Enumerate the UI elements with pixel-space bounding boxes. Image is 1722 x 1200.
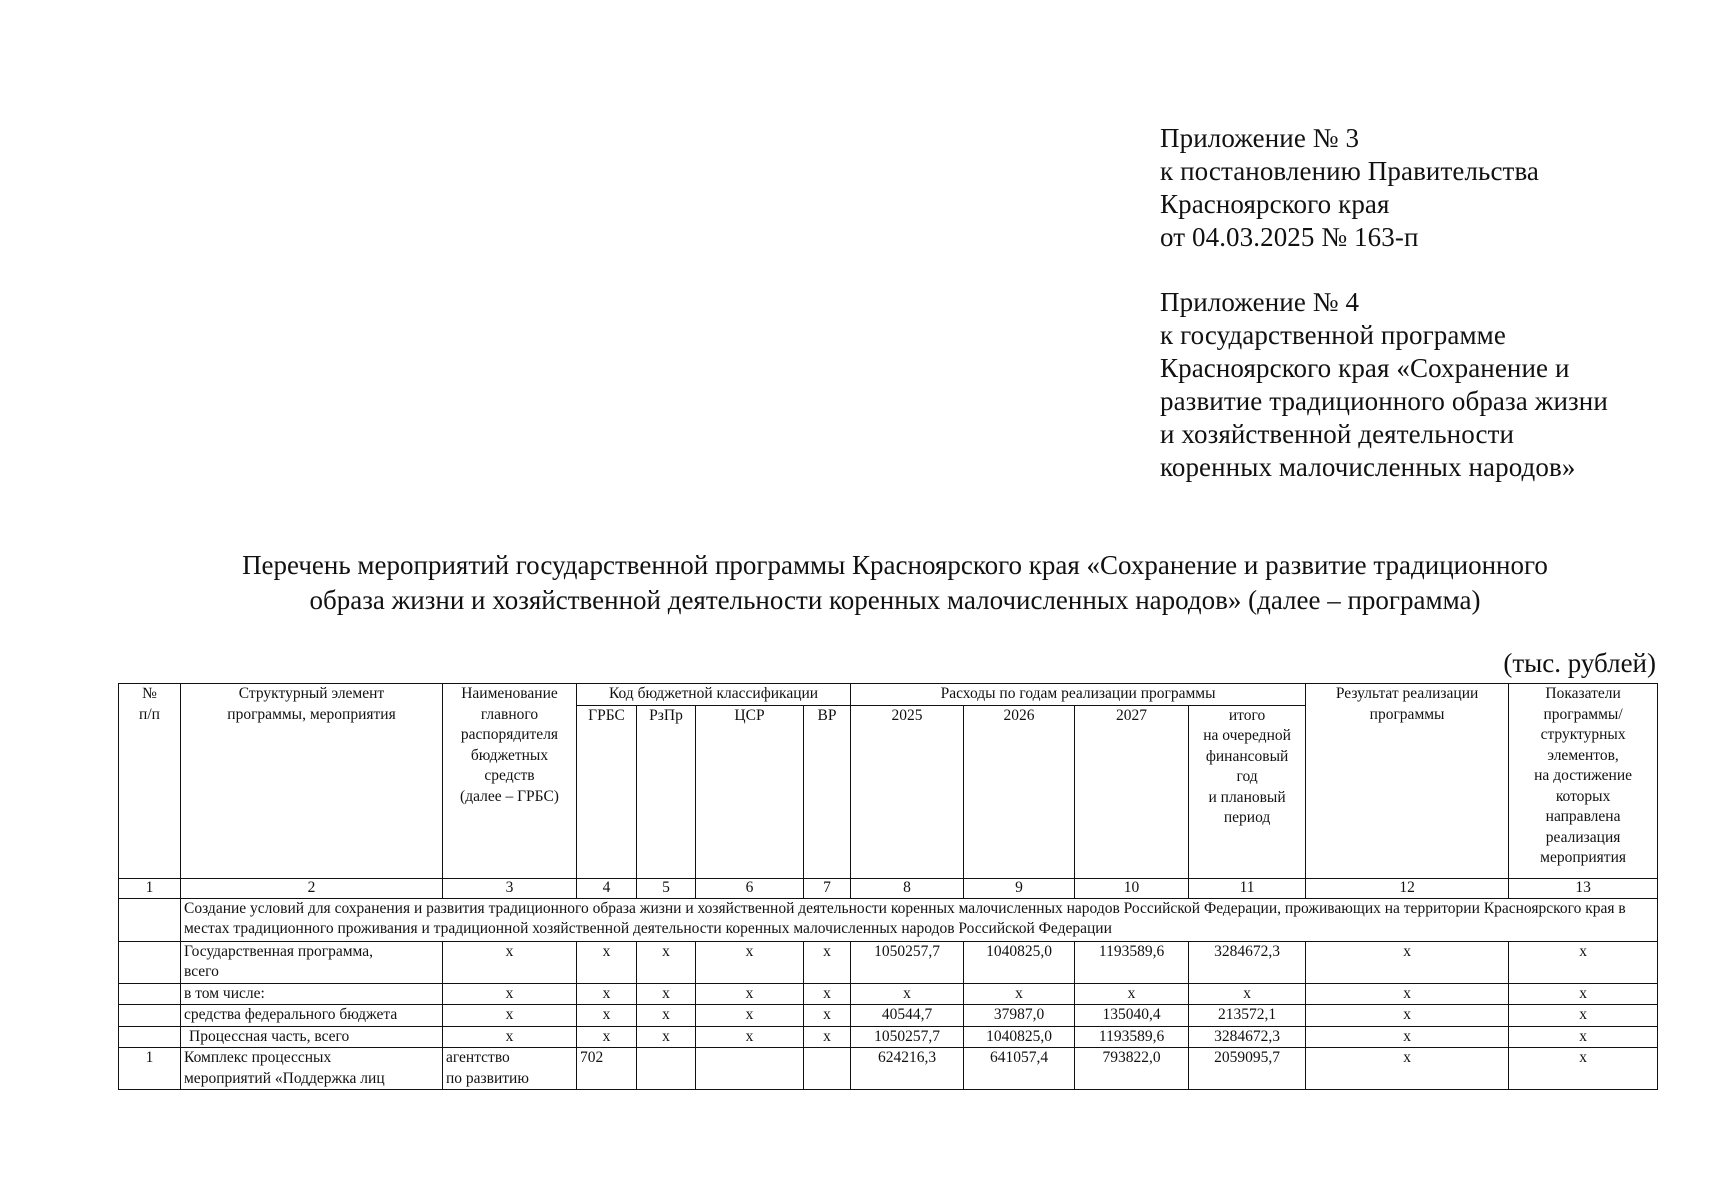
row-num — [119, 983, 181, 1005]
row-total: 3284672,3 — [1189, 1026, 1306, 1048]
row-2026: х — [964, 983, 1075, 1005]
table-row — [119, 1005, 1658, 1027]
row-csr: х — [696, 1005, 804, 1027]
table-row — [119, 1026, 1658, 1048]
row-grbs-name: х — [443, 1005, 577, 1027]
section-title-row — [119, 898, 1658, 941]
row-total: 3284672,3 — [1189, 941, 1306, 983]
header-num: № п/п — [119, 684, 181, 879]
row-2026: 37987,0 — [964, 1005, 1075, 1027]
row-indicators: х — [1509, 941, 1658, 983]
header-element: Структурный элемент программы, мероприятия — [181, 684, 443, 879]
row-indicators: х — [1509, 1026, 1658, 1048]
header-grbs: ГРБС — [577, 705, 637, 878]
row-grbs: х — [577, 983, 637, 1005]
row-2027: 135040,4 — [1075, 1005, 1189, 1027]
row-element: Комплекс процессных мероприятий «Поддержка лиц — [181, 1048, 443, 1090]
appendix-3-line-4: от 04.03.2025 № 163-п — [1160, 222, 1419, 252]
row-element: Процессная часть, всего — [181, 1026, 443, 1048]
header-result: Результат реализации программы — [1306, 684, 1509, 879]
row-csr — [696, 1048, 804, 1090]
row-rzpr: х — [637, 983, 696, 1005]
row-2026: 641057,4 — [964, 1048, 1075, 1090]
section-num-cell — [119, 898, 181, 941]
row-grbs-name: х — [443, 941, 577, 983]
section-title: Создание условий для сохранения и развития традиционного образа жизни и хозяйственной деятельности коренных малочисленных народов Российской Федерации, проживающих на территории Красноярского края в местах традиционного проживания и традиционной хозяйственной деятельности коренных малочисленных народов Российской Федерации — [181, 898, 1658, 941]
header-expenses: Расходы по годам реализации программы — [851, 684, 1306, 706]
row-2027: 1193589,6 — [1075, 1026, 1189, 1048]
row-result: х — [1306, 1026, 1509, 1048]
row-indicators: х — [1509, 983, 1658, 1005]
column-number: 1 — [119, 878, 181, 898]
table-row — [119, 983, 1658, 1005]
row-2025: х — [851, 983, 964, 1005]
column-number: 13 — [1509, 878, 1658, 898]
row-result: х — [1306, 941, 1509, 983]
header-2027: 2027 — [1075, 705, 1189, 878]
row-csr: х — [696, 1026, 804, 1048]
units-label: (тыс. рублей) — [1503, 648, 1656, 678]
appendix-4-line-6: коренных малочисленных народов» — [1160, 452, 1576, 482]
row-2027: х — [1075, 983, 1189, 1005]
column-number: 4 — [577, 878, 637, 898]
column-number: 3 — [443, 878, 577, 898]
row-grbs: х — [577, 1005, 637, 1027]
row-result: х — [1306, 983, 1509, 1005]
row-total: 2059095,7 — [1189, 1048, 1306, 1090]
header-2025: 2025 — [851, 705, 964, 878]
row-grbs-name: агентство по развитию — [443, 1048, 577, 1090]
header-grbs-name: Наименование главного распорядителя бюджетных средств (далее – ГРБС) — [443, 684, 577, 879]
appendix-4-block — [1160, 286, 1608, 484]
column-number: 6 — [696, 878, 804, 898]
appendix-3-line-1: Приложение № 3 — [1160, 123, 1360, 153]
row-num — [119, 941, 181, 983]
row-2027: 1193589,6 — [1075, 941, 1189, 983]
column-number: 7 — [804, 878, 851, 898]
row-2026: 1040825,0 — [964, 1026, 1075, 1048]
column-number: 11 — [1189, 878, 1306, 898]
appendix-3-block — [1160, 122, 1539, 254]
row-vr: х — [804, 983, 851, 1005]
appendix-4-line-1: Приложение № 4 — [1160, 287, 1360, 317]
row-vr: х — [804, 1026, 851, 1048]
header-csr: ЦСР — [696, 705, 804, 878]
row-result: х — [1306, 1048, 1509, 1090]
row-2025: 40544,7 — [851, 1005, 964, 1027]
row-indicators: х — [1509, 1005, 1658, 1027]
row-total: х — [1189, 983, 1306, 1005]
table-row — [119, 1048, 1658, 1090]
table-row — [119, 941, 1658, 983]
row-vr: х — [804, 1005, 851, 1027]
document-title-line-1: Перечень мероприятий государственной программы Красноярского края «Сохранение и развитие традиционного — [242, 550, 1548, 580]
row-2025: 624216,3 — [851, 1048, 964, 1090]
row-rzpr — [637, 1048, 696, 1090]
appendix-4-line-3: Красноярского края «Сохранение и — [1160, 353, 1570, 383]
row-grbs: 702 — [577, 1048, 637, 1090]
header-indicators: Показатели программы/ структурных элементов, на достижение которых направлена реализация мероприятия — [1509, 684, 1658, 879]
row-result: х — [1306, 1005, 1509, 1027]
header-vr: ВР — [804, 705, 851, 878]
column-number: 8 — [851, 878, 964, 898]
column-number: 9 — [964, 878, 1075, 898]
column-number: 5 — [637, 878, 696, 898]
row-element: Государственная программа, всего — [181, 941, 443, 983]
table-header-row — [119, 684, 1658, 706]
measures-table — [118, 683, 1658, 1090]
column-number: 10 — [1075, 878, 1189, 898]
column-number: 12 — [1306, 878, 1509, 898]
header-budget-code: Код бюджетной классификации — [577, 684, 851, 706]
column-number: 2 — [181, 878, 443, 898]
row-csr: х — [696, 983, 804, 1005]
row-vr: х — [804, 941, 851, 983]
appendix-4-line-5: и хозяйственной деятельности — [1160, 419, 1515, 449]
row-total: 213572,1 — [1189, 1005, 1306, 1027]
header-2026: 2026 — [964, 705, 1075, 878]
row-grbs-name: х — [443, 983, 577, 1005]
row-num: 1 — [119, 1048, 181, 1090]
row-rzpr: х — [637, 1026, 696, 1048]
column-numbers-row — [119, 878, 1658, 898]
row-rzpr: х — [637, 1005, 696, 1027]
row-2025: 1050257,7 — [851, 1026, 964, 1048]
row-indicators: х — [1509, 1048, 1658, 1090]
row-2026: 1040825,0 — [964, 941, 1075, 983]
document-title — [80, 548, 1710, 618]
row-vr — [804, 1048, 851, 1090]
document-title-line-2: образа жизни и хозяйственной деятельности коренных малочисленных народов» (далее – программа) — [309, 585, 1481, 615]
appendix-3-line-2: к постановлению Правительства — [1160, 156, 1540, 186]
appendix-3-line-3: Красноярского края — [1160, 189, 1390, 219]
header-total: итого на очередной финансовый год и плановый период — [1189, 705, 1306, 878]
row-rzpr: х — [637, 941, 696, 983]
row-num — [119, 1005, 181, 1027]
appendix-4-line-4: развитие традиционного образа жизни — [1160, 386, 1608, 416]
row-2027: 793822,0 — [1075, 1048, 1189, 1090]
row-grbs: х — [577, 1026, 637, 1048]
row-element: в том числе: — [181, 983, 443, 1005]
row-csr: х — [696, 941, 804, 983]
appendix-4-line-2: к государственной программе — [1160, 320, 1506, 350]
row-grbs: х — [577, 941, 637, 983]
row-element: средства федерального бюджета — [181, 1005, 443, 1027]
row-grbs-name: х — [443, 1026, 577, 1048]
header-rzpr: РзПр — [637, 705, 696, 878]
row-num — [119, 1026, 181, 1048]
row-2025: 1050257,7 — [851, 941, 964, 983]
